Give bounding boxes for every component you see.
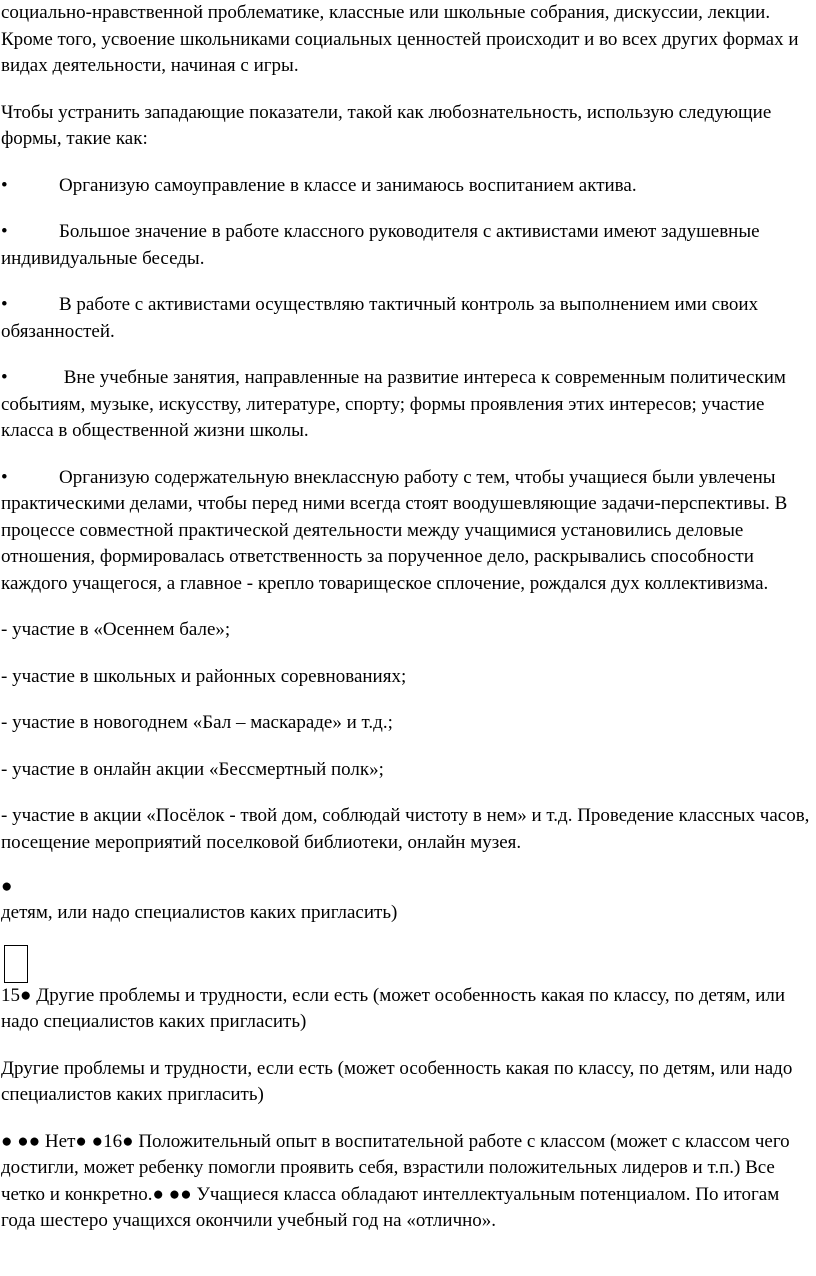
bullet-text: Вне учебные занятия, направленные на развитие интереса к современным политическим событиям, музыке, искусству, литературе, спорту; формы проявления этих интересов; участие класса в общественной жизни школы. [1,367,786,441]
dash-item: - участие в онлайн акции «Бессмертный полк»; [1,758,384,780]
bullet-text: Организую самоуправление в классе и занимаюсь воспитанием актива. [59,174,637,196]
bullet-item [1,365,816,445]
bullet-item [1,219,816,272]
dash-item: - участие в новогоднем «Бал – маскараде» и т.д.; [1,712,393,733]
bullet-item [1,173,816,200]
bullet-mark: • [1,367,8,388]
empty-box [4,945,28,983]
item-number: 15 [1,984,20,1006]
paragraph-fragment: детям, или надо специалистов каких пригласить) [1,902,398,923]
bullet-dot: ● [1,876,13,897]
item-text: Положительный опыт в воспитательной работе с классом (может с классом чего достигли, может ребенку помогли проявить себя, взрастили положительных лидеров и т.п.) Все четко и конкретно.● ●● Учащиеся класса обладают интеллектуальным потенциалом. По итогам года шестеро учащихся окончили учебный год на «отлично». [1,1130,790,1231]
bullet-mark: • [1,174,8,196]
bullet-mark: • [1,294,8,315]
dash-item: - участие в «Осеннем бале»; [1,619,231,640]
dash-item: - участие в акции «Посёлок - твой дом, соблюдай чистоту в нем» и т.д. Проведение классных часов, посещение мероприятий поселковой библиотеки, онлайн музея. [1,805,810,853]
paragraph-item-16 [1,1129,816,1235]
paragraph-forms: Чтобы устранить западающие показатели, такой как любознательность, использую следующие формы, такие как: [1,101,772,149]
bullet-dot: ● [20,984,32,1006]
bullet-mark: • [1,221,8,242]
bullet-mark: • [1,466,8,488]
paragraph-item-15 [1,983,816,1036]
paragraph-problems: Другие проблемы и трудности, если есть (может особенность какая по классу, по детям, или надо специалистов каких пригласить) [1,1057,793,1105]
item-text: Другие проблемы и трудности, если есть (может особенность какая по классу, по детям, или надо специалистов каких пригласить) [1,984,786,1032]
dash-item: - участие в школьных и районных соревнованиях; [1,665,407,687]
bullet-item [1,465,816,598]
bullet-text: Большое значение в работе классного руководителя с активистами имеют задушевные индивидуальные беседы. [1,221,760,269]
bullet-item [1,292,816,345]
bullet-text: В работе с активистами осуществляю тактичный контроль за выполнением ими своих обязанностей. [1,294,759,342]
paragraph-intro: социально-нравственной проблематике, классные или школьные собрания, дискуссии, лекции. Кроме того, усвоение школьниками социальных ценностей происходит и во всех других формах и видах деятельности, начиная с игры. [1,2,799,76]
bullet-text: Организую содержательную внеклассную работу с тем, чтобы учащиеся были увлечены практическими делами, чтобы перед ними всегда стоят воодушевляющие задачи-перспективы. В процессе совместной практической деятельности между учащимися установились деловые отношения, формировалась ответственность за порученное дело, раскрывались способности каждого учащегося, а главное - крепло товарищеское сплочение, рождался дух коллективизма. [1,466,788,594]
item-prefix: ● ●● Нет● ●16● [1,1130,139,1152]
